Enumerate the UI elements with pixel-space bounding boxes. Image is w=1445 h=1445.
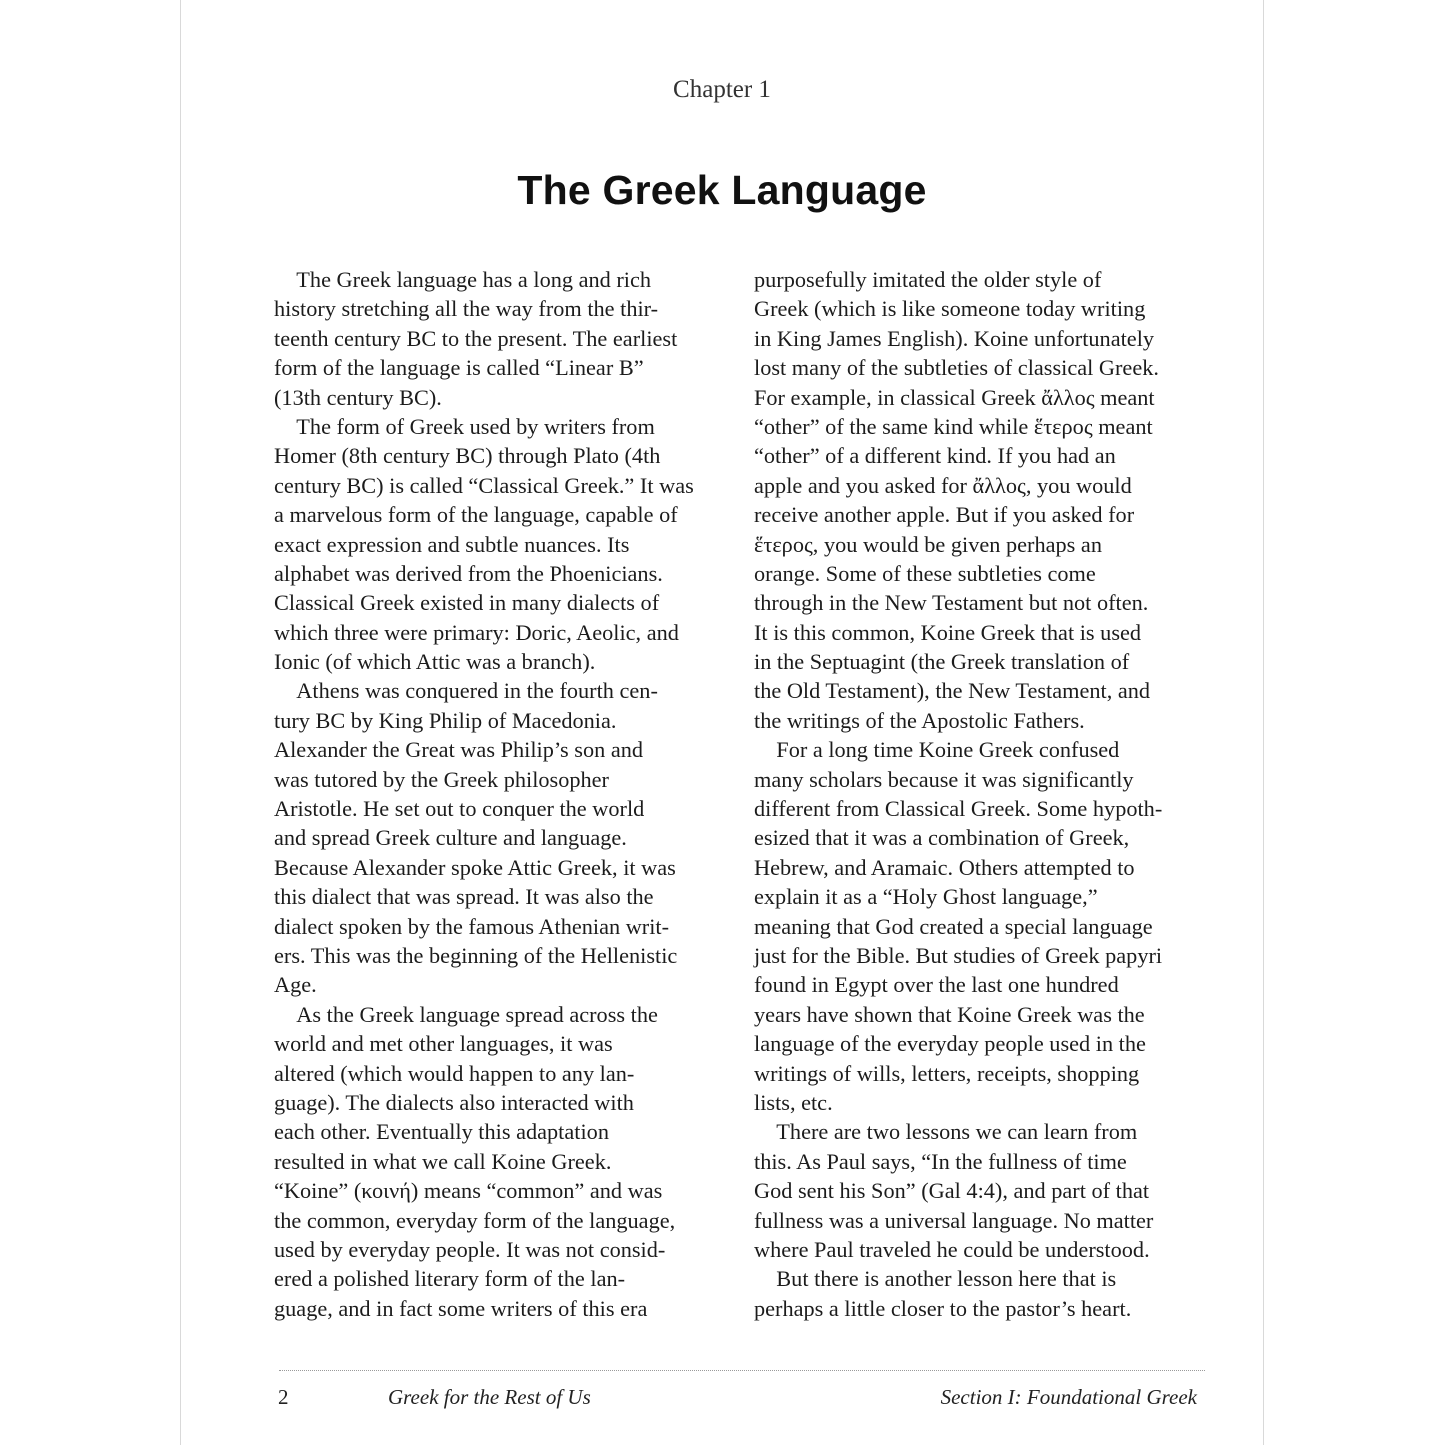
text-line: Hebrew, and Aramaic. Others attempted to bbox=[754, 854, 1135, 880]
text-line: apple and you asked for ἄλλος, you would bbox=[754, 472, 1132, 498]
text-line: altered (which would happen to any lan- bbox=[274, 1060, 635, 1086]
text-line: meaning that God created a special language bbox=[754, 913, 1153, 939]
text-line: purposefully imitated the older style of bbox=[754, 267, 1102, 292]
chapter-label: Chapter 1 bbox=[673, 76, 771, 103]
text-line: exact expression and subtle nuances. Its bbox=[274, 531, 630, 557]
text-line: years have shown that Koine Greek was the bbox=[754, 1001, 1145, 1027]
text-line: writings of wills, letters, receipts, shopping bbox=[754, 1060, 1140, 1086]
text-line: this dialect that was spread. It was also the bbox=[274, 884, 654, 910]
text-line: lost many of the subtleties of classical Greek. bbox=[754, 355, 1159, 381]
text-line: esized that it was a combination of Greek, bbox=[754, 825, 1130, 851]
text-line: just for the Bible. But studies of Greek papyri bbox=[754, 942, 1163, 968]
text-line: guage, and in fact some writers of this era bbox=[274, 1295, 648, 1321]
text-line: explain it as a “Holy Ghost language,” bbox=[754, 884, 1098, 910]
text-line: teenth century BC to the present. The earliest bbox=[274, 325, 678, 351]
footer-divider bbox=[279, 1370, 1205, 1371]
page-title: The Greek Language bbox=[517, 167, 927, 213]
text-line: through in the New Testament but not often. bbox=[754, 590, 1149, 616]
page-number: 2 bbox=[278, 1385, 289, 1409]
text-line: found in Egypt over the last one hundred bbox=[754, 972, 1119, 998]
text-line: For a long time Koine Greek confused bbox=[754, 737, 1120, 763]
book-page bbox=[180, 0, 1264, 1445]
text-line: dialect spoken by the famous Athenian writ- bbox=[274, 913, 670, 939]
text-line: form of the language is called “Linear B” bbox=[274, 355, 644, 381]
text-line: tury BC by King Philip of Macedonia. bbox=[274, 707, 617, 733]
text-line: where Paul traveled he could be understood. bbox=[754, 1236, 1150, 1262]
text-line: lists, etc. bbox=[754, 1089, 833, 1115]
text-line: this. As Paul says, “In the fullness of time bbox=[754, 1148, 1127, 1174]
text-line: orange. Some of these subtleties come bbox=[754, 560, 1096, 586]
text-line: Because Alexander spoke Attic Greek, it was bbox=[274, 854, 676, 880]
text-line: “Koine” (κοινή) means “common” and was bbox=[274, 1178, 663, 1204]
text-line: “other” of a different kind. If you had an bbox=[754, 443, 1116, 469]
text-line: language of the everyday people used in the bbox=[754, 1031, 1146, 1057]
text-line: “other” of the same kind while ἕτερος meant bbox=[754, 413, 1153, 439]
text-line: Age. bbox=[274, 972, 317, 998]
text-line: ἕτερος, you would be given perhaps an bbox=[754, 531, 1102, 557]
text-line: fullness was a universal language. No matter bbox=[754, 1207, 1154, 1233]
text-line: Ionic (of which Attic was a branch). bbox=[274, 649, 596, 675]
text-line: and spread Greek culture and language. bbox=[274, 825, 627, 851]
text-line: each other. Eventually this adaptation bbox=[274, 1119, 609, 1145]
text-line: Aristotle. He set out to conquer the world bbox=[274, 796, 645, 822]
text-line: world and met other languages, it was bbox=[274, 1031, 613, 1057]
text-column-right bbox=[754, 265, 1214, 1323]
text-line: the Old Testament), the New Testament, and bbox=[754, 678, 1151, 704]
text-line: The Greek language has a long and rich bbox=[274, 267, 652, 292]
text-line: century BC) is called “Classical Greek.” It was bbox=[274, 472, 694, 498]
text-line: history stretching all the way from the thir- bbox=[274, 296, 659, 322]
text-line: perhaps a little closer to the pastor’s heart. bbox=[754, 1295, 1132, 1321]
text-line: was tutored by the Greek philosopher bbox=[274, 766, 609, 792]
text-line: It is this common, Koine Greek that is used bbox=[754, 619, 1142, 645]
text-line: guage). The dialects also interacted with bbox=[274, 1089, 634, 1115]
text-line: There are two lessons we can learn from bbox=[754, 1119, 1138, 1145]
text-line: ers. This was the beginning of the Hellenistic bbox=[274, 942, 678, 968]
text-line: the common, everyday form of the language, bbox=[274, 1207, 676, 1233]
text-line: alphabet was derived from the Phoenicians. bbox=[274, 560, 663, 586]
text-line: receive another apple. But if you asked for bbox=[754, 502, 1135, 528]
text-line: in the Septuagint (the Greek translation of bbox=[754, 649, 1130, 675]
text-line: different from Classical Greek. Some hypoth- bbox=[754, 796, 1163, 822]
text-line: a marvelous form of the language, capable of bbox=[274, 502, 678, 528]
text-line: But there is another lesson here that is bbox=[754, 1266, 1117, 1292]
text-line: which three were primary: Doric, Aeolic, and bbox=[274, 619, 679, 645]
text-line: many scholars because it was significantly bbox=[754, 766, 1134, 792]
text-line: (13th century BC). bbox=[274, 384, 442, 410]
text-line: in King James English). Koine unfortunately bbox=[754, 325, 1155, 351]
text-line: Classical Greek existed in many dialects of bbox=[274, 590, 660, 616]
text-line: As the Greek language spread across the bbox=[274, 1001, 658, 1027]
text-line: God sent his Son” (Gal 4:4), and part of that bbox=[754, 1178, 1150, 1204]
text-line: the writings of the Apostolic Fathers. bbox=[754, 707, 1085, 733]
text-line: ered a polished literary form of the lan- bbox=[274, 1266, 626, 1292]
text-line: resulted in what we call Koine Greek. bbox=[274, 1148, 612, 1174]
text-line: The form of Greek used by writers from bbox=[274, 413, 655, 439]
text-line: Homer (8th century BC) through Plato (4th bbox=[274, 443, 661, 469]
text-line: used by everyday people. It was not consid- bbox=[274, 1236, 666, 1262]
text-line: Greek (which is like someone today writing bbox=[754, 296, 1146, 322]
text-line: Alexander the Great was Philip’s son and bbox=[274, 737, 644, 763]
running-book-title: Greek for the Rest of Us bbox=[388, 1385, 591, 1409]
text-line: For example, in classical Greek ἄλλος meant bbox=[754, 384, 1155, 410]
text-column-left bbox=[274, 265, 734, 1323]
text-line: Athens was conquered in the fourth cen- bbox=[274, 678, 658, 704]
running-section-title: Section I: Foundational Greek bbox=[940, 1385, 1197, 1409]
